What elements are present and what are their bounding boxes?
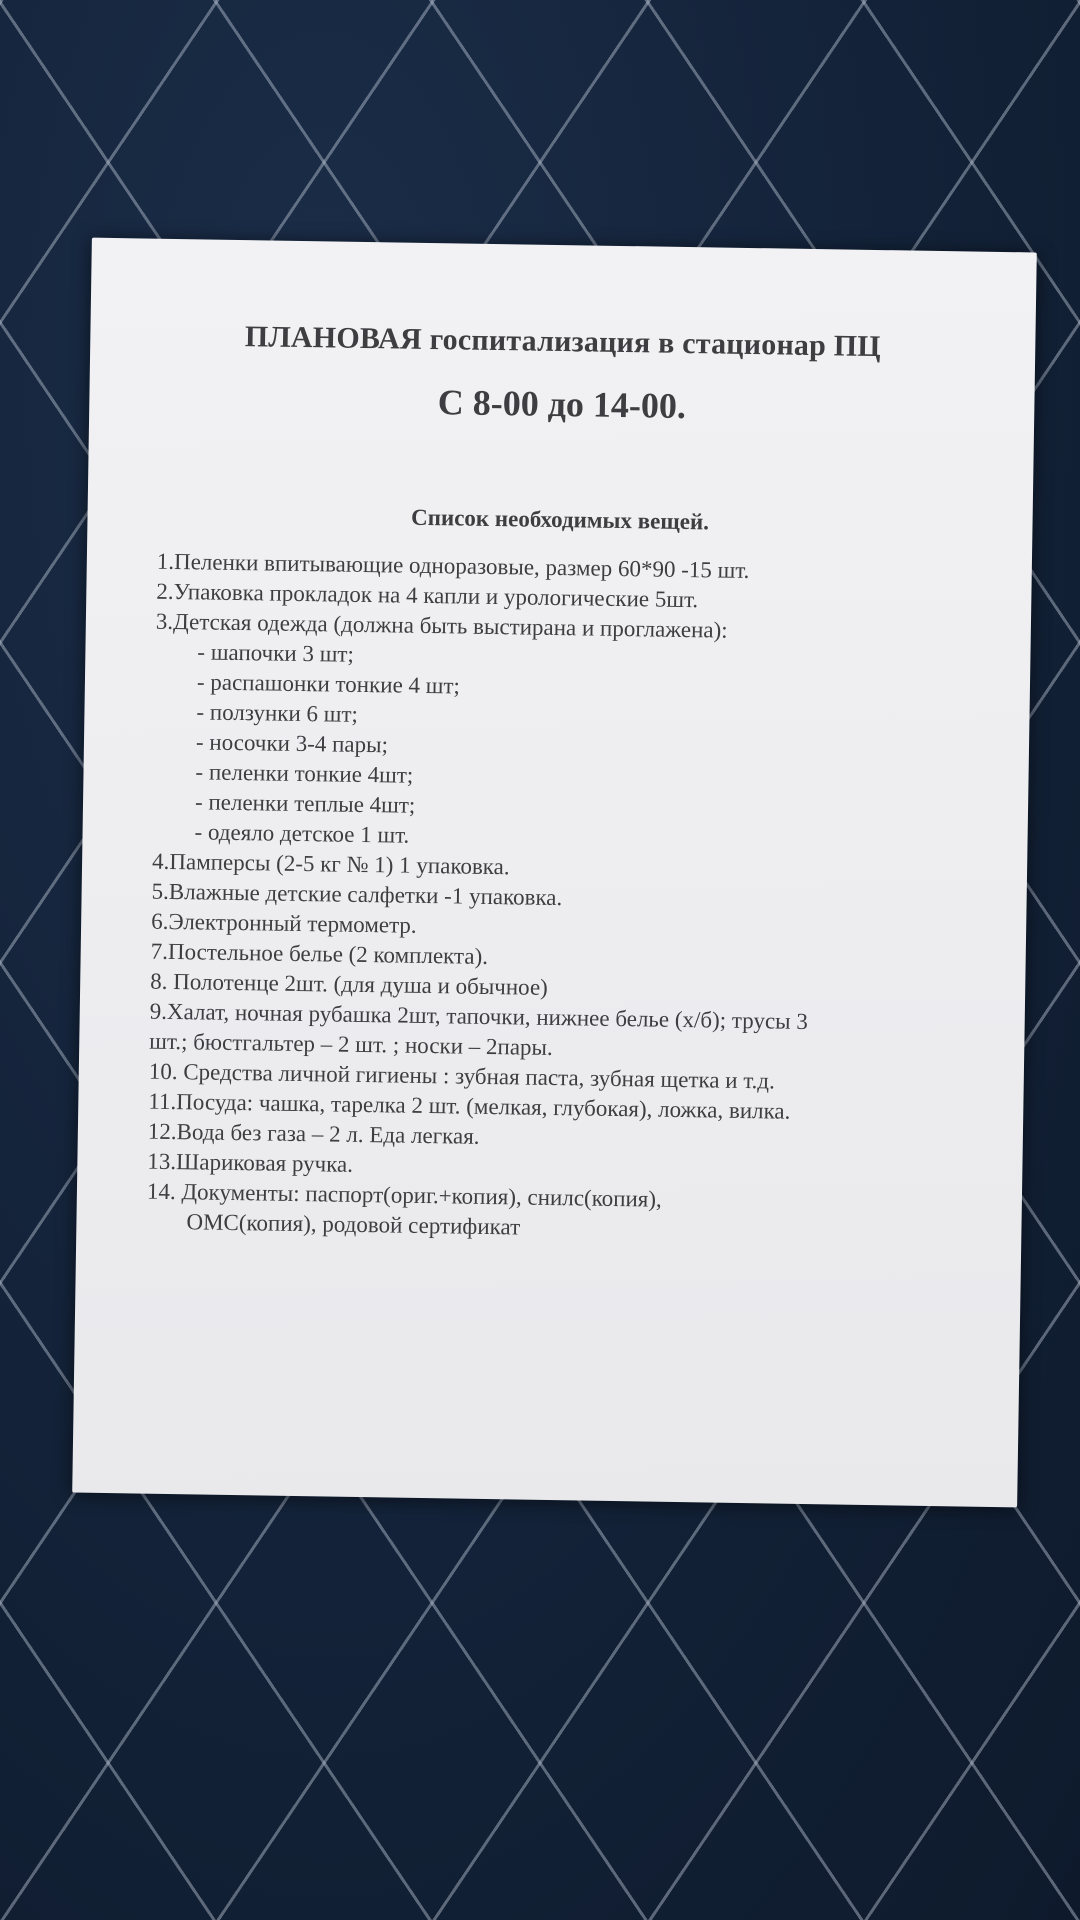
list-item: 6.Электронный термометр. [150, 908, 417, 938]
list-subitem: - пеленки теплые 4шт; [194, 789, 416, 818]
list-item: 2.Упаковка прокладок на 4 капли и урологические 5шт. [156, 578, 699, 613]
list-item-continuation: ОМС(копия), родовой сертификат [186, 1209, 521, 1240]
list-item: 7.Постельное белье (2 комплекта). [150, 938, 489, 969]
admission-hours: С 8-00 до 14-00. [437, 382, 687, 427]
list-item: 9.Халат, ночная рубашка 2шт, тапочки, нижнее белье (х/б); трусы 3 [149, 998, 809, 1034]
list-item: 12.Вода без газа – 2 л. Еда легкая. [147, 1118, 480, 1149]
list-item: 1.Пеленки впитывающие одноразовые, размер 60*90 -15 шт. [156, 548, 750, 584]
list-item: 4.Памперсы (2-5 кг № 1) 1 упаковка. [151, 848, 510, 880]
list-item: 3.Детская одежда (должна быть выстирана и проглажена): [155, 608, 728, 643]
list-item: 10. Средства личной гигиены : зубная паста, зубная щетка и т.д. [148, 1058, 776, 1094]
document-title: ПЛАНОВАЯ госпитализация в стационар ПЦ [244, 320, 882, 364]
list-item: 14. Документы: паспорт(ориг.+копия), снилс(копия), [146, 1178, 662, 1212]
list-subitem: - распашонки тонкие 4 шт; [196, 669, 461, 699]
list-item: 11.Посуда: чашка, тарелка 2 шт. (мелкая, глубокая), ложка, вилка. [148, 1088, 791, 1124]
list-subitem: - ползунки 6 шт; [196, 699, 359, 727]
list-item: 5.Влажные детские салфетки -1 упаковка. [151, 878, 563, 911]
list-subitem: - носочки 3-4 пары; [195, 729, 389, 758]
list-subitem: - одеяло детское 1 шт. [194, 819, 410, 848]
list-subitem: - шапочки 3 шт; [197, 639, 355, 667]
list-item: 8. Полотенце 2шт. (для душа и обычное) [150, 968, 549, 1000]
list-subitem: - пеленки тонкие 4шт; [195, 759, 414, 788]
document-content [72, 238, 1037, 1508]
paper-sheet [72, 238, 1037, 1508]
items-list [146, 547, 1007, 1250]
list-heading: Список необходимых вещей. [410, 504, 710, 535]
list-item: 13.Шариковая ручка. [147, 1148, 354, 1177]
list-item-continuation: шт.; бюстгальтер – 2 шт. ; носки – 2пары. [149, 1028, 553, 1060]
